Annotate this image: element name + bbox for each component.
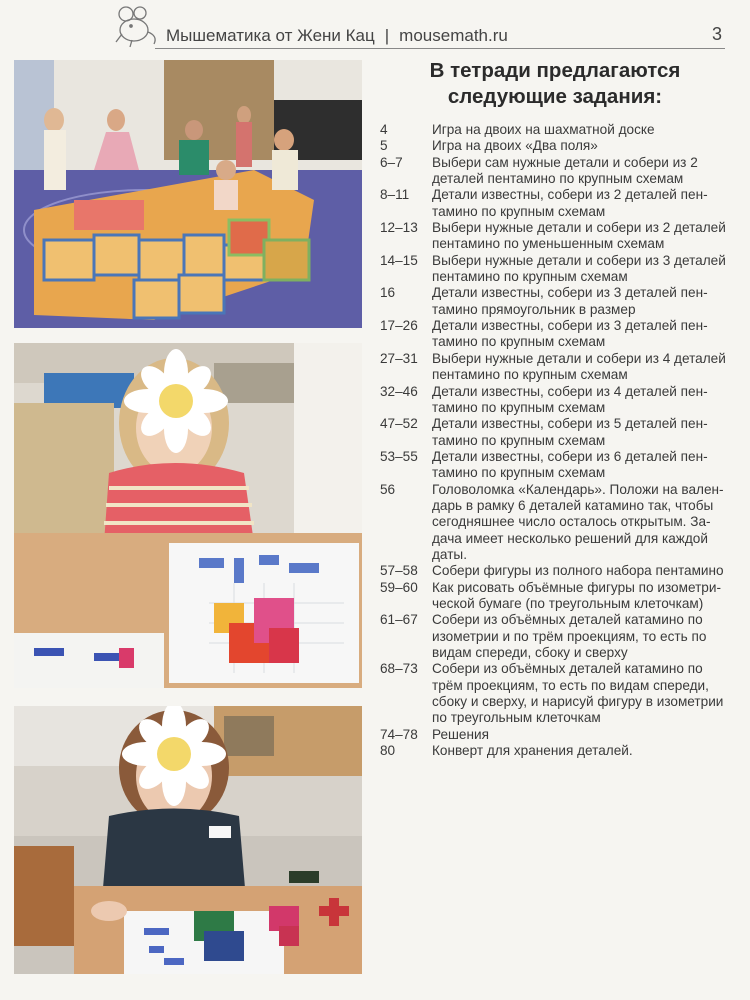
task-description: Выбери сам нужные детали и собери из 2 деталей пентамино по крупным схемам (432, 154, 698, 187)
task-pages: 59–60 (380, 579, 418, 595)
task-description: Выбери нужные детали и собери из 3 деталей пентамино по крупным схемам (432, 252, 726, 285)
task-pages: 8–11 (380, 187, 410, 203)
task-description: Конверт для хранения деталей. (432, 743, 633, 759)
header-text (166, 26, 508, 46)
task-description: Детали известны, собери из 4 деталей пен- тамино по крупным схемам (432, 383, 708, 415)
task-pages: 5 (380, 138, 388, 154)
task-row (380, 416, 732, 449)
mouse-logo-icon (104, 4, 160, 48)
task-row (380, 743, 732, 759)
task-row (380, 318, 732, 351)
task-pages: 4 (380, 122, 388, 137)
section-title (380, 58, 730, 110)
task-row (380, 661, 732, 726)
photo-girl-at-table (14, 343, 362, 688)
task-row (380, 155, 732, 188)
task-description: Как рисовать объёмные фигуры по изометри- ческой бумаге (по треугольным клеточкам) (432, 579, 721, 611)
task-description: Игра на двоих «Два поля» (432, 138, 598, 154)
task-row (380, 384, 732, 417)
section-title-line-1: В тетради предлагаются (429, 59, 681, 82)
header-separator: | (384, 26, 390, 45)
task-pages: 56 (380, 481, 396, 497)
task-row (380, 138, 732, 154)
header-divider (155, 48, 725, 49)
task-list (380, 122, 732, 759)
task-description: Собери из объёмных деталей катамино по трём проекциям, то есть по видам спереди, сбоку и сверху, и нарисуй фигуру в изометрии по треугольным клеточкам (432, 661, 724, 726)
task-row (380, 727, 732, 743)
task-row (380, 220, 732, 253)
task-pages: 74–78 (380, 726, 418, 742)
task-row (380, 612, 732, 661)
task-description: Детали известны, собери из 3 деталей пен- тамино по крупным схемам (432, 318, 708, 350)
task-pages: 6–7 (380, 154, 403, 170)
task-pages: 14–15 (380, 252, 418, 268)
task-row (380, 253, 732, 286)
task-description: Выбери нужные детали и собери из 2 деталей пентамино по уменьшенным схемам (432, 220, 726, 252)
task-pages: 17–26 (380, 318, 418, 334)
task-pages: 61–67 (380, 612, 418, 628)
header-site-link[interactable]: mousemath.ru (399, 26, 508, 45)
task-pages: 32–46 (380, 383, 418, 399)
task-row (380, 285, 732, 318)
task-pages: 53–55 (380, 448, 418, 464)
task-description: Игра на двоих на шахматной доске (432, 122, 655, 137)
task-row (380, 482, 732, 564)
task-pages: 47–52 (380, 416, 418, 432)
task-pages: 12–13 (380, 220, 418, 236)
page-header (0, 0, 750, 50)
task-row (380, 351, 732, 384)
task-pages: 57–58 (380, 563, 418, 579)
task-description: Детали известны, собери из 2 деталей пен- тамино по крупным схемам (432, 187, 708, 219)
page-number: 3 (711, 24, 722, 44)
header-brand: Мышематика от Жени Кац (166, 26, 375, 45)
task-row (380, 563, 732, 579)
task-row (380, 122, 732, 138)
task-pages: 68–73 (380, 661, 418, 677)
task-pages: 80 (380, 743, 396, 759)
photo-floor-blocks (14, 60, 362, 328)
task-row (380, 449, 732, 482)
photo-girl-with-catamino (14, 706, 362, 974)
task-description: Головоломка «Календарь». Положи на вален- дарь в рамку 6 деталей катамино так, чтобы сегодняшнее число осталось открытым. За- дача имеет несколько решений для каждой даты. (432, 481, 724, 562)
task-description: Собери из объёмных деталей катамино по изометрии и по трём проекциям, то есть по видам спереди, сбоку и сверху (432, 612, 707, 660)
task-pages: 27–31 (380, 350, 418, 366)
task-row (380, 187, 732, 220)
task-description: Выбери нужные детали и собери из 4 деталей пентамино по крупным схемам (432, 350, 726, 383)
task-description: Решения (432, 726, 489, 742)
section-title-line-2: следующие задания: (447, 85, 663, 108)
task-row (380, 580, 732, 613)
task-pages: 16 (380, 285, 396, 301)
task-description: Детали известны, собери из 3 деталей пен- тамино прямоугольник в размер (432, 285, 708, 317)
task-description: Детали известны, собери из 5 деталей пен- тамино по крупным схемам (432, 416, 708, 448)
task-description: Детали известны, собери из 6 деталей пен- тамино по крупным схемам (432, 448, 708, 481)
task-description: Собери фигуры из полного набора пентамино (432, 563, 724, 579)
